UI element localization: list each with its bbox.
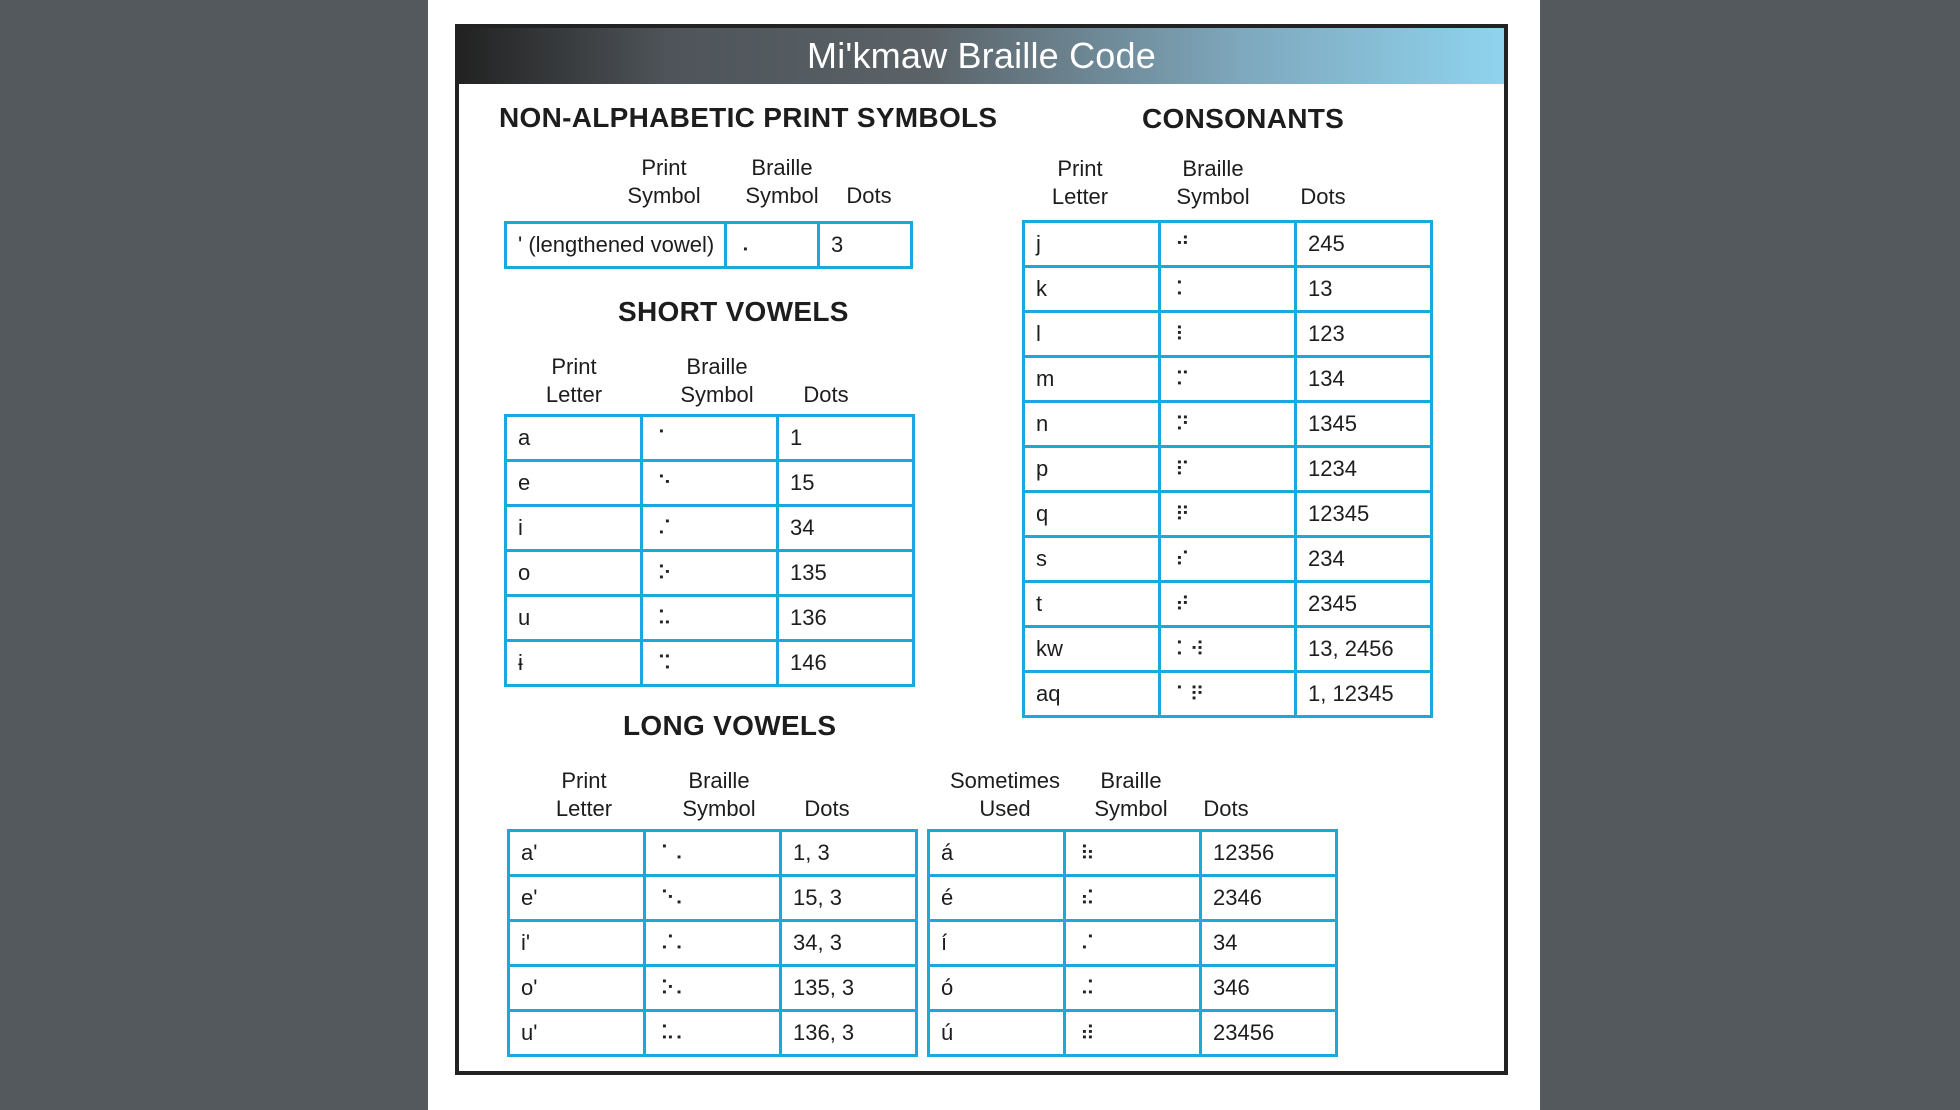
braille-cell: ⠕⠄ bbox=[645, 966, 781, 1011]
table-row bbox=[929, 876, 1337, 921]
braille-cell: ⠝ bbox=[1160, 402, 1296, 447]
print-cell: o' bbox=[509, 966, 645, 1011]
table-row bbox=[1024, 672, 1432, 717]
consonants-heading: CONSONANTS bbox=[1142, 103, 1345, 134]
dots-cell: 134 bbox=[1296, 357, 1432, 402]
table-row bbox=[929, 831, 1337, 876]
page-title: Mi'kmaw Braille Code bbox=[459, 28, 1504, 84]
short-vowels-header-print: Print Letter bbox=[545, 354, 603, 407]
print-cell: á bbox=[929, 831, 1065, 876]
long-vowels-header-dots: Dots bbox=[804, 796, 850, 821]
braille-cell: ⠅ bbox=[1160, 267, 1296, 312]
dots-cell: 1234 bbox=[1296, 447, 1432, 492]
braille-chart-frame bbox=[455, 24, 1508, 1075]
table-row bbox=[506, 461, 914, 506]
print-cell: j bbox=[1024, 222, 1160, 267]
short-vowels-table bbox=[504, 414, 915, 687]
table-row bbox=[1024, 537, 1432, 582]
short-vowels-heading: SHORT VOWELS bbox=[618, 296, 849, 327]
non-alpha-header-dots: Dots bbox=[846, 183, 892, 208]
braille-cell: ⠑ bbox=[642, 461, 778, 506]
braille-cell: ⠌⠄ bbox=[645, 921, 781, 966]
braille-cell: ⠁⠄ bbox=[645, 831, 781, 876]
print-cell: n bbox=[1024, 402, 1160, 447]
print-cell: q bbox=[1024, 492, 1160, 537]
sometimes-used-header-braille: Braille Symbol bbox=[1094, 768, 1168, 821]
braille-cell: ⠅⠺ bbox=[1160, 627, 1296, 672]
table-row bbox=[506, 506, 914, 551]
dots-cell: 15, 3 bbox=[781, 876, 917, 921]
print-cell: i bbox=[506, 506, 642, 551]
table-row bbox=[509, 831, 917, 876]
print-cell: l bbox=[1024, 312, 1160, 357]
print-cell: ' (lengthened vowel) bbox=[506, 223, 726, 268]
braille-cell: ⠩ bbox=[642, 641, 778, 686]
dots-cell: 135 bbox=[778, 551, 914, 596]
print-cell: t bbox=[1024, 582, 1160, 627]
consonants-table bbox=[1022, 220, 1433, 718]
dots-cell: 2345 bbox=[1296, 582, 1432, 627]
dots-cell: 3 bbox=[819, 223, 912, 268]
dots-cell: 13 bbox=[1296, 267, 1432, 312]
table-row bbox=[509, 966, 917, 1011]
braille-cell: ⠄ bbox=[726, 223, 819, 268]
table-row bbox=[506, 641, 914, 686]
braille-cell: ⠁⠟ bbox=[1160, 672, 1296, 717]
dots-cell: 1, 3 bbox=[781, 831, 917, 876]
consonants-header-print: Print Letter bbox=[1051, 156, 1109, 209]
print-cell: i' bbox=[509, 921, 645, 966]
document-page bbox=[428, 0, 1540, 1110]
braille-cell: ⠕ bbox=[642, 551, 778, 596]
dots-cell: 34 bbox=[1201, 921, 1337, 966]
print-cell: a' bbox=[509, 831, 645, 876]
table-row bbox=[509, 876, 917, 921]
braille-cell: ⠇ bbox=[1160, 312, 1296, 357]
long-vowels-heading: LONG VOWELS bbox=[623, 710, 837, 741]
braille-cell: ⠥⠄ bbox=[645, 1011, 781, 1056]
dots-cell: 12345 bbox=[1296, 492, 1432, 537]
table-row bbox=[1024, 627, 1432, 672]
table-row bbox=[506, 416, 914, 461]
dots-cell: 146 bbox=[778, 641, 914, 686]
table-row bbox=[1024, 222, 1432, 267]
print-cell: í bbox=[929, 921, 1065, 966]
long-vowels-header-print: Print Letter bbox=[555, 768, 613, 821]
braille-cell: ⠷ bbox=[1065, 831, 1201, 876]
dots-cell: 12356 bbox=[1201, 831, 1337, 876]
dots-cell: 1 bbox=[778, 416, 914, 461]
print-cell: u bbox=[506, 596, 642, 641]
table-row bbox=[506, 596, 914, 641]
dots-cell: 1, 12345 bbox=[1296, 672, 1432, 717]
table-row bbox=[1024, 447, 1432, 492]
print-cell: s bbox=[1024, 537, 1160, 582]
braille-cell: ⠞ bbox=[1160, 582, 1296, 627]
braille-cell: ⠥ bbox=[642, 596, 778, 641]
print-cell: ó bbox=[929, 966, 1065, 1011]
braille-cell: ⠑⠄ bbox=[645, 876, 781, 921]
dots-cell: 234 bbox=[1296, 537, 1432, 582]
braille-cell: ⠎ bbox=[1160, 537, 1296, 582]
braille-cell: ⠍ bbox=[1160, 357, 1296, 402]
dots-cell: 123 bbox=[1296, 312, 1432, 357]
sometimes-used-table bbox=[927, 829, 1338, 1057]
print-cell: ɨ bbox=[506, 641, 642, 686]
dots-cell: 136, 3 bbox=[781, 1011, 917, 1056]
non-alpha-table bbox=[504, 221, 913, 269]
dots-cell: 135, 3 bbox=[781, 966, 917, 1011]
dots-cell: 346 bbox=[1201, 966, 1337, 1011]
table-row bbox=[1024, 582, 1432, 627]
print-cell: ú bbox=[929, 1011, 1065, 1056]
dots-cell: 245 bbox=[1296, 222, 1432, 267]
dots-cell: 34, 3 bbox=[781, 921, 917, 966]
print-cell: m bbox=[1024, 357, 1160, 402]
short-vowels-header-dots: Dots bbox=[803, 382, 849, 407]
braille-cell: ⠁ bbox=[642, 416, 778, 461]
dots-cell: 13, 2456 bbox=[1296, 627, 1432, 672]
table-row bbox=[1024, 357, 1432, 402]
braille-cell: ⠏ bbox=[1160, 447, 1296, 492]
table-row bbox=[1024, 312, 1432, 357]
table-row bbox=[506, 223, 912, 268]
table-row bbox=[506, 551, 914, 596]
table-row bbox=[929, 921, 1337, 966]
short-vowels-header-braille: Braille Symbol bbox=[680, 354, 754, 407]
print-cell: e' bbox=[509, 876, 645, 921]
print-cell: kw bbox=[1024, 627, 1160, 672]
braille-cell: ⠾ bbox=[1065, 1011, 1201, 1056]
print-cell: a bbox=[506, 416, 642, 461]
consonants-header-braille: Braille Symbol bbox=[1176, 156, 1250, 209]
print-cell: e bbox=[506, 461, 642, 506]
print-cell: o bbox=[506, 551, 642, 596]
table-row bbox=[929, 1011, 1337, 1056]
table-row bbox=[1024, 267, 1432, 312]
print-cell: k bbox=[1024, 267, 1160, 312]
dots-cell: 2346 bbox=[1201, 876, 1337, 921]
non-alpha-header-print: Print Symbol bbox=[627, 155, 701, 208]
print-cell: é bbox=[929, 876, 1065, 921]
dots-cell: 136 bbox=[778, 596, 914, 641]
print-cell: p bbox=[1024, 447, 1160, 492]
print-cell: u' bbox=[509, 1011, 645, 1056]
table-row bbox=[929, 966, 1337, 1011]
table-row bbox=[509, 921, 917, 966]
sometimes-used-header-print: Sometimes Used bbox=[949, 768, 1061, 821]
table-row bbox=[509, 1011, 917, 1056]
braille-cell: ⠮ bbox=[1065, 876, 1201, 921]
long-vowels-table bbox=[507, 829, 918, 1057]
braille-cell: ⠌ bbox=[642, 506, 778, 551]
consonants-header-dots: Dots bbox=[1300, 184, 1346, 209]
sometimes-used-header-dots: Dots bbox=[1203, 796, 1249, 821]
non-alpha-header-braille: Braille Symbol bbox=[745, 155, 819, 208]
non-alpha-heading: NON-ALPHABETIC PRINT SYMBOLS bbox=[499, 102, 998, 133]
dots-cell: 23456 bbox=[1201, 1011, 1337, 1056]
braille-cell: ⠬ bbox=[1065, 966, 1201, 1011]
table-row bbox=[1024, 402, 1432, 447]
dots-cell: 34 bbox=[778, 506, 914, 551]
dots-cell: 15 bbox=[778, 461, 914, 506]
braille-cell: ⠚ bbox=[1160, 222, 1296, 267]
long-vowels-header-braille: Braille Symbol bbox=[682, 768, 756, 821]
table-row bbox=[1024, 492, 1432, 537]
dots-cell: 1345 bbox=[1296, 402, 1432, 447]
print-cell: aq bbox=[1024, 672, 1160, 717]
braille-cell: ⠟ bbox=[1160, 492, 1296, 537]
braille-cell: ⠌ bbox=[1065, 921, 1201, 966]
